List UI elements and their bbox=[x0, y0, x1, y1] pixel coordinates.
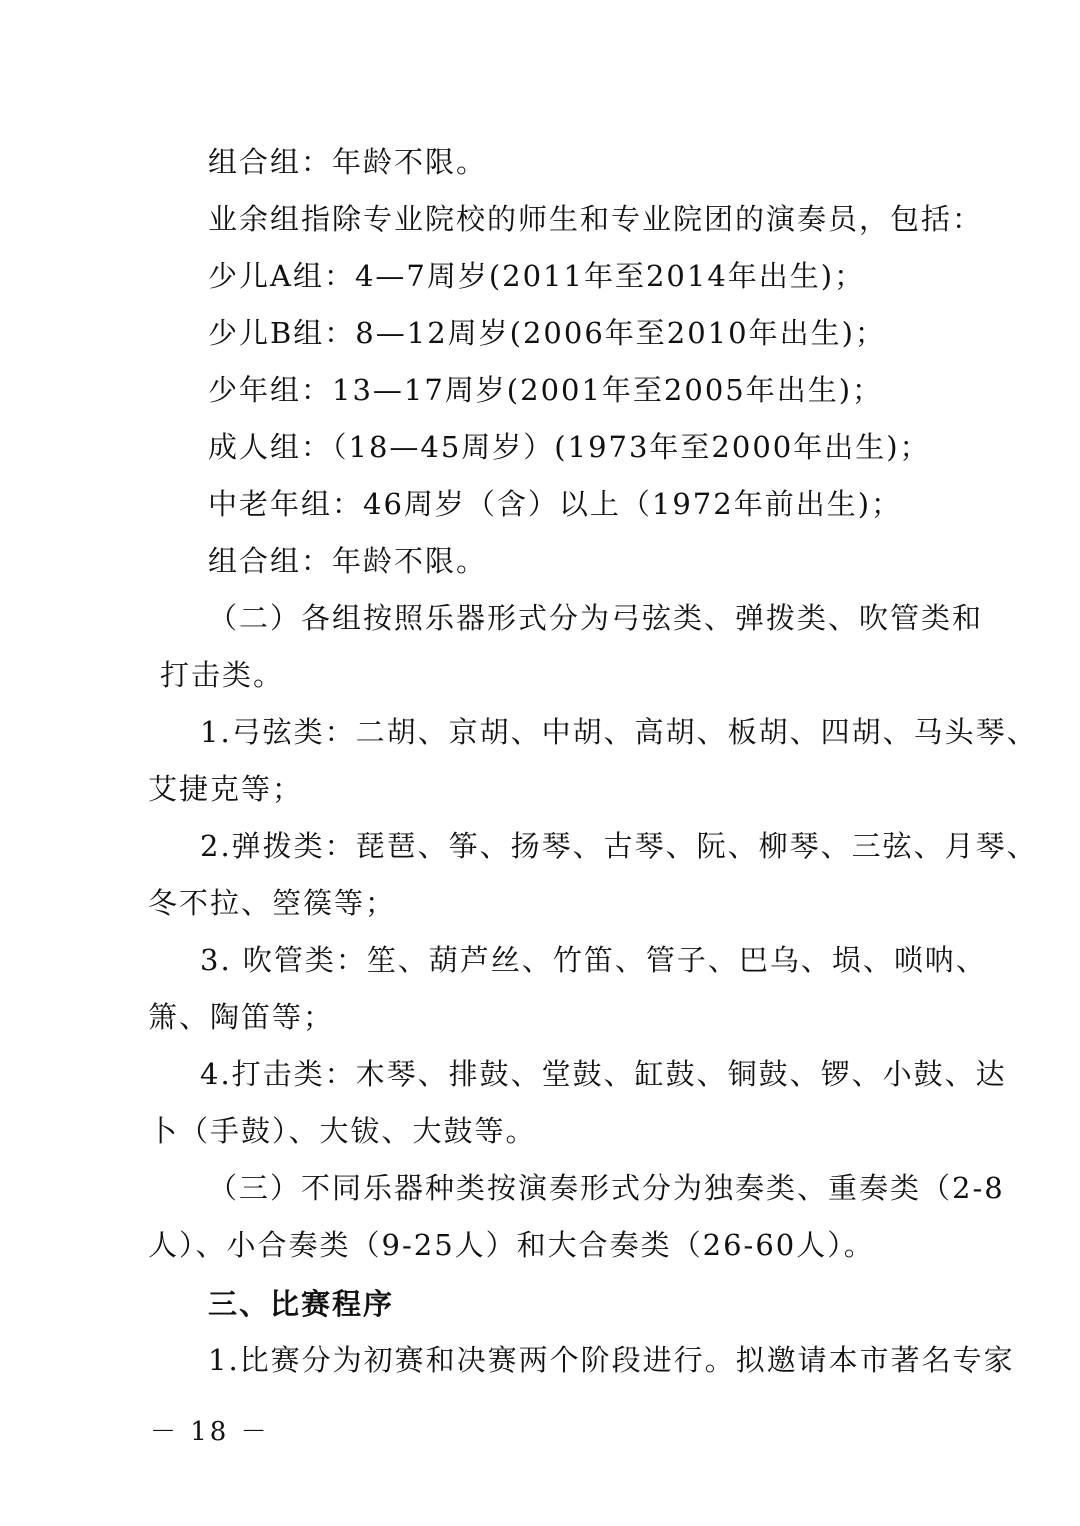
text-line-amateur-definition: 业余组指除专业院校的师生和专业院团的演奏员，包括： bbox=[208, 202, 984, 236]
section-heading-competition-procedure: 三、比赛程序 bbox=[208, 1287, 395, 1321]
page-number: － 18 － bbox=[150, 1417, 270, 1447]
text-line-bowed-strings: 1.弓弦类：二胡、京胡、中胡、高胡、板胡、四胡、马头琴、 bbox=[200, 715, 1038, 749]
text-line-adult-group: 成人组：（18—45周岁）(1973年至2000年出生)； bbox=[208, 430, 931, 464]
text-line-section-2-cont: 打击类。 bbox=[160, 658, 285, 692]
text-line-bowed-strings-cont: 艾捷克等； bbox=[148, 772, 304, 806]
text-line-section-3: （三）不同乐器种类按演奏形式分为独奏类、重奏类（2-8 bbox=[208, 1171, 1005, 1205]
text-line-percussion-cont: 卜（手鼓）、大钹、大鼓等。 bbox=[148, 1114, 537, 1148]
text-line-section-3-cont: 人）、小合奏类（9-25人）和大合奏类（26-60人）。 bbox=[148, 1228, 875, 1262]
text-line-child-a-group: 少儿A组：4—7周岁(2011年至2014年出生)； bbox=[208, 259, 866, 293]
text-line-procedure-1: 1.比赛分为初赛和决赛两个阶段进行。拟邀请本市著名专家 bbox=[208, 1343, 1015, 1377]
text-line-wind: 3. 吹管类：笙、葫芦丝、竹笛、管子、巴乌、埙、唢呐、 bbox=[200, 943, 987, 977]
text-line-senior-group: 中老年组：46周岁（含）以上（1972年前出生)； bbox=[208, 487, 903, 521]
text-line-plucked-strings-cont: 冬不拉、箜篌等； bbox=[148, 886, 397, 920]
text-line-wind-cont: 箫、陶笛等； bbox=[148, 1000, 335, 1034]
text-line-youth-group: 少年组：13—17周岁(2001年至2005年出生)； bbox=[208, 373, 884, 407]
text-line-section-2-heading: （二）各组按照乐器形式分为弓弦类、弹拨类、吹管类和 bbox=[208, 601, 984, 635]
text-line-combo-group: 组合组：年龄不限。 bbox=[208, 145, 488, 179]
text-line-percussion: 4.打击类：木琴、排鼓、堂鼓、缸鼓、铜鼓、锣、小鼓、达 bbox=[200, 1057, 1007, 1091]
text-line-plucked-strings: 2.弹拨类：琵琶、筝、扬琴、古琴、阮、柳琴、三弦、月琴、 bbox=[200, 829, 1038, 863]
text-line-child-b-group: 少儿B组：8—12周岁(2006年至2010年出生)； bbox=[208, 316, 886, 350]
text-line-combo-group-2: 组合组：年龄不限。 bbox=[208, 544, 488, 578]
